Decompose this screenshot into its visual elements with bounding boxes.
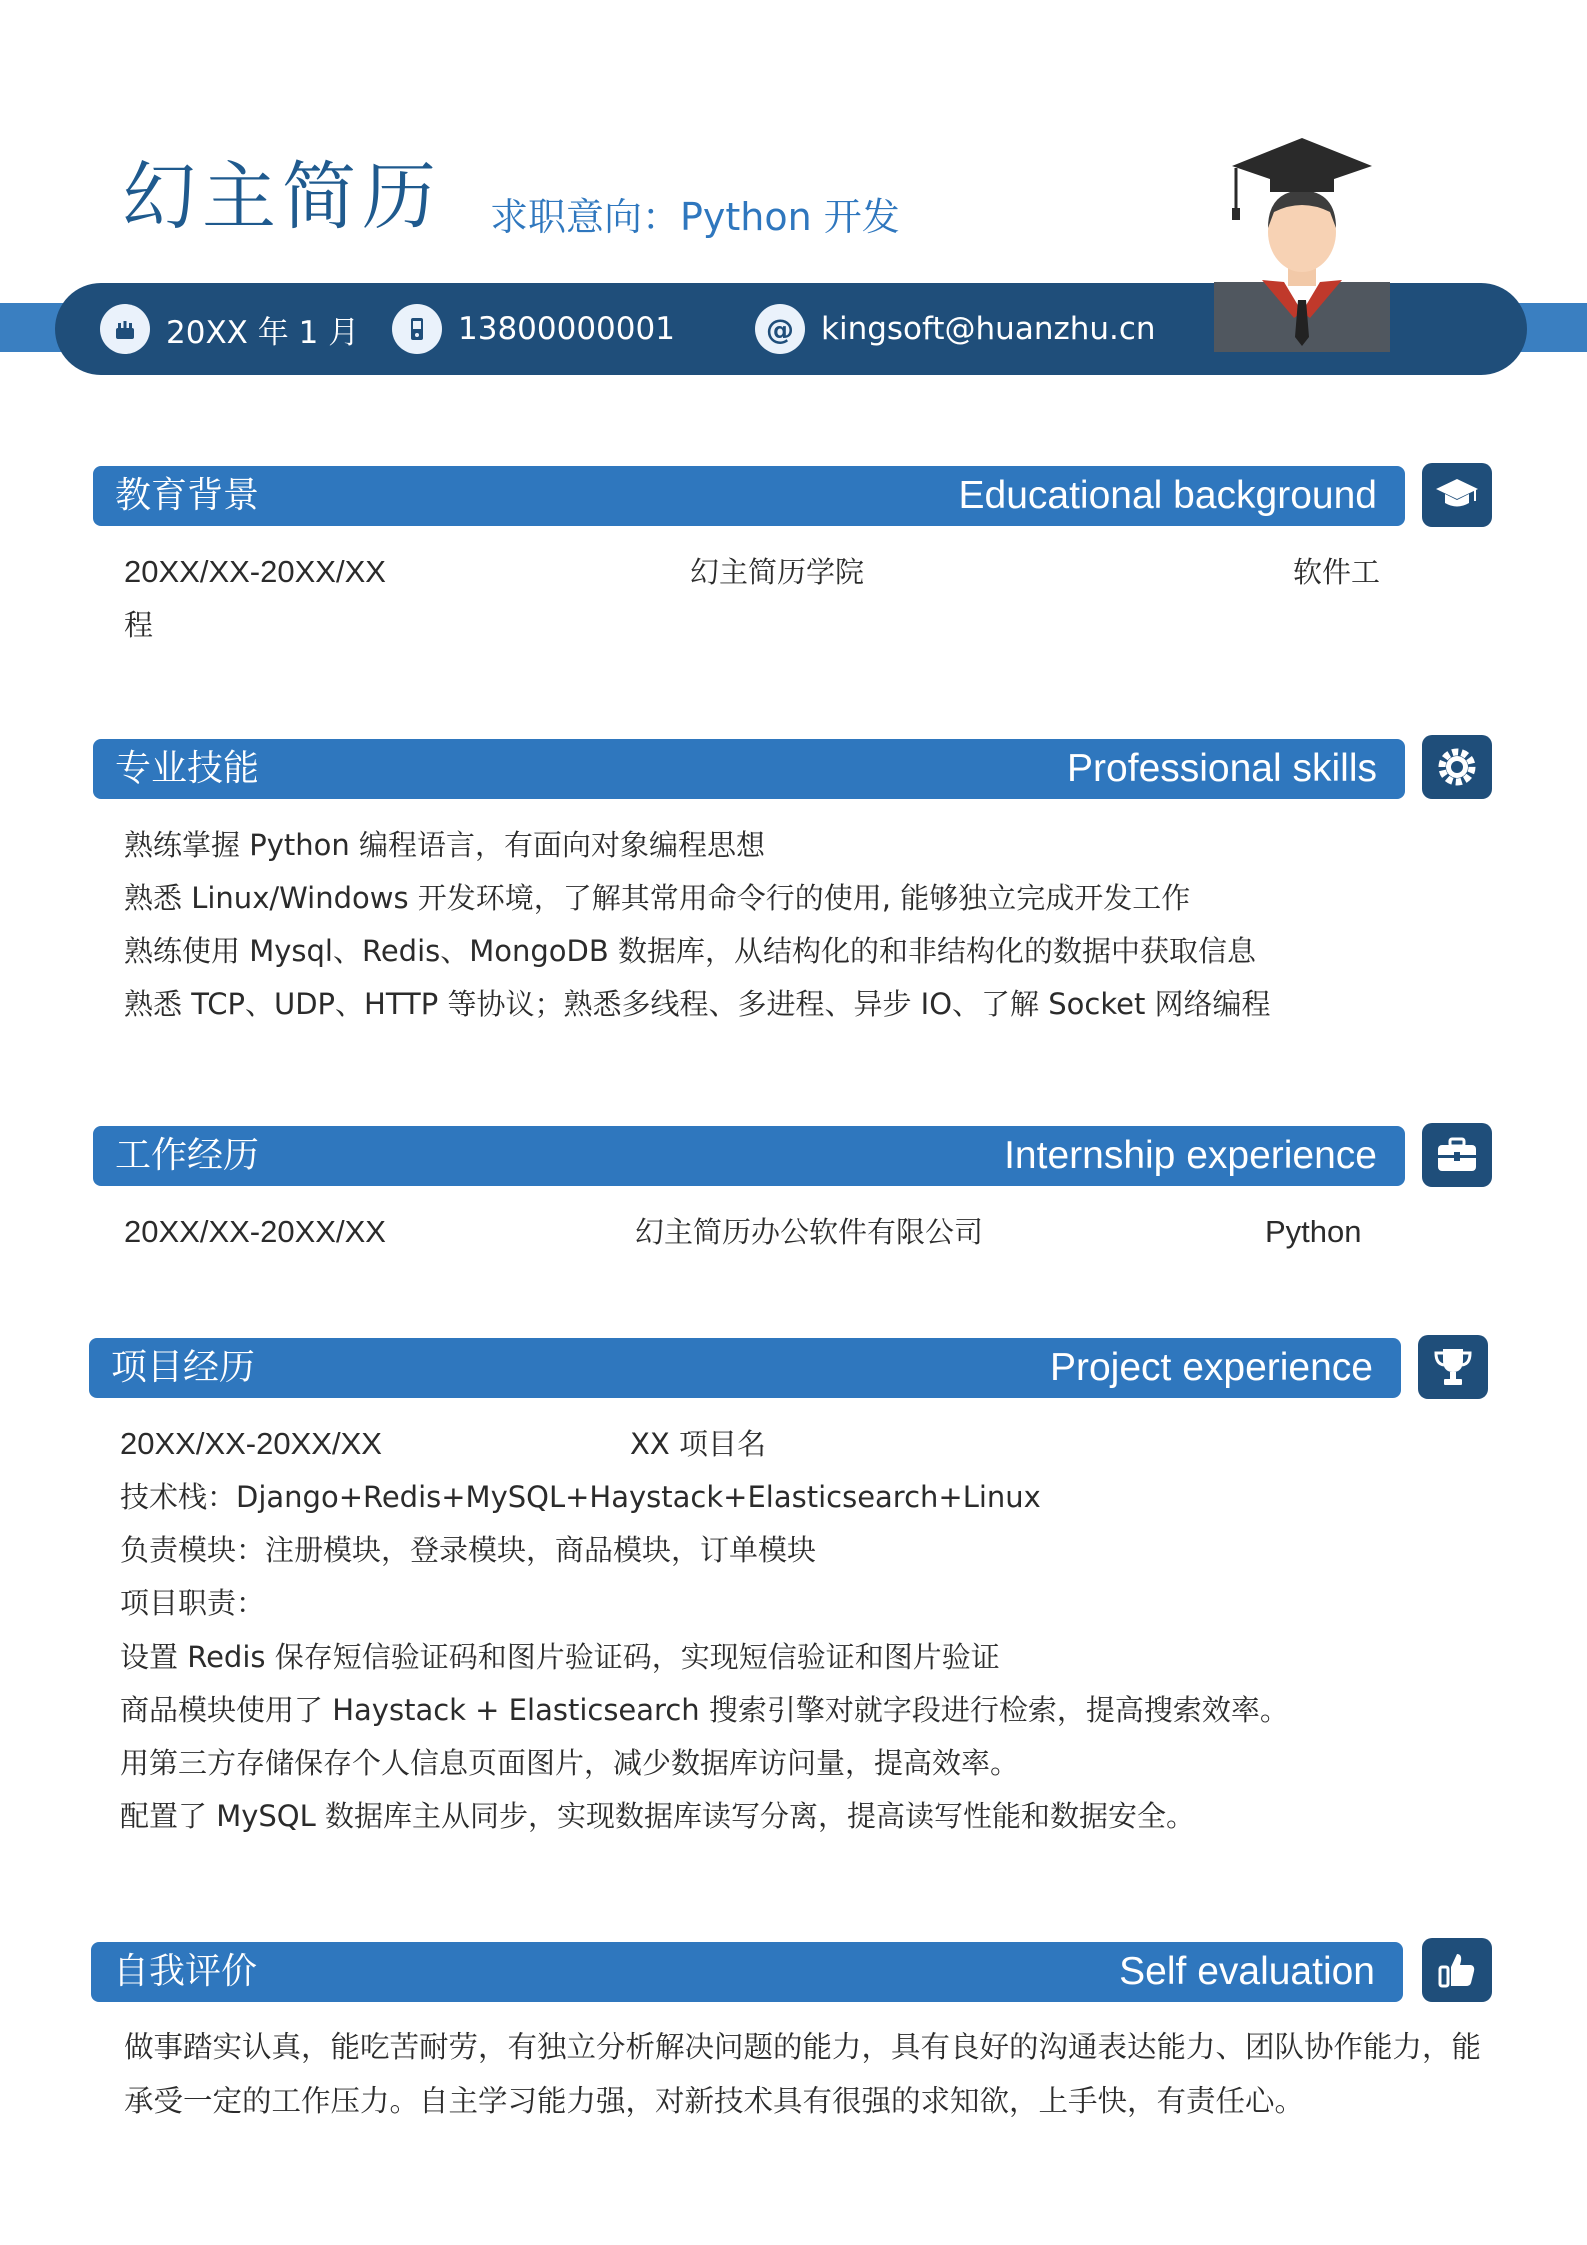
- graduation-cap-icon: [1422, 463, 1492, 527]
- section-title-cn: 教育背景: [115, 475, 260, 516]
- skill-item: 熟练使用 Mysql、Redis、MongoDB 数据库，从结构化的和非结构化的数据中获取信息: [124, 934, 1256, 968]
- self-eval-line: 做事踏实认真，能吃苦耐劳，有独立分析解决问题的能力，具有良好的沟通表达能力、团队协作能力，能: [124, 2030, 1482, 2064]
- job-intent: 求职意向：Python 开发: [490, 195, 900, 239]
- section-title-en: Educational background: [958, 474, 1377, 517]
- email-text[interactable]: kingsoft@huanzhu.cn: [821, 311, 1156, 347]
- project-line: 负责模块：注册模块，登录模块，商品模块，订单模块: [120, 1533, 817, 1567]
- section-title-en: Professional skills: [1067, 747, 1377, 790]
- skill-item: 熟悉 TCP、UDP、HTTP 等协议；熟悉多线程、多进程、异步 IO、了解 Socket 网络编程: [124, 987, 1271, 1021]
- section-title-cn: 自我评价: [113, 1951, 258, 1992]
- skill-item: 熟练掌握 Python 编程语言，有面向对象编程思想: [124, 828, 765, 862]
- section-skills-header: [93, 739, 1405, 799]
- project-line: 技术栈：Django+Redis+MySQL+Haystack+Elasticsearch+Linux: [120, 1480, 1041, 1514]
- project-line: 商品模块使用了 Haystack + Elasticsearch 搜索引擎对就字段进行检索，提高搜索效率。: [120, 1693, 1289, 1727]
- education-major-cont: 程: [124, 608, 154, 642]
- project-line: 设置 Redis 保存短信验证码和图片验证码，实现短信验证和图片验证: [120, 1640, 1000, 1674]
- project-line: 项目职责：: [120, 1586, 266, 1620]
- section-title-en: Project experience: [1049, 1346, 1373, 1389]
- briefcase-icon: [1422, 1123, 1492, 1187]
- section-title-cn: 工作经历: [115, 1135, 260, 1176]
- section-project-header: [89, 1338, 1401, 1398]
- section-work-header: [93, 1126, 1405, 1186]
- work-date: 20XX/XX-20XX/XX: [124, 1214, 386, 1249]
- project-line: 配置了 MySQL 数据库主从同步，实现数据库读写分离，提高读写性能和数据安全。: [120, 1799, 1196, 1833]
- skill-item: 熟悉 Linux/Windows 开发环境，了解其常用命令行的使用, 能够独立完成开发工作: [124, 881, 1191, 915]
- education-major: 软件工: [1293, 555, 1381, 589]
- birth-text: 20XX 年 1 月: [166, 314, 360, 351]
- work-role: Python: [1265, 1214, 1362, 1249]
- section-self-header: [91, 1942, 1403, 2002]
- phone-text[interactable]: 13800000001: [458, 311, 675, 347]
- resume-title: 幻主简历: [122, 154, 442, 240]
- thumbs-up-icon: [1422, 1938, 1492, 2002]
- gear-icon: [1422, 735, 1492, 799]
- avatar: [1212, 132, 1392, 352]
- section-title-en: Internship experience: [1004, 1134, 1377, 1177]
- section-title-cn: 项目经历: [111, 1347, 256, 1388]
- contact-phone: [392, 300, 675, 358]
- project-date: 20XX/XX-20XX/XX: [120, 1426, 382, 1461]
- project-name: XX 项目名: [630, 1427, 766, 1461]
- project-line: 用第三方存储保存个人信息页面图片，减少数据库访问量，提高效率。: [120, 1746, 1020, 1780]
- contact-email: [755, 300, 1156, 358]
- education-date: 20XX/XX-20XX/XX: [124, 554, 386, 589]
- section-education-header: [93, 466, 1405, 526]
- section-title-en: Self evaluation: [1119, 1950, 1375, 1993]
- education-school: 幻主简历学院: [690, 555, 865, 589]
- trophy-icon: [1418, 1335, 1488, 1399]
- self-eval-line: 承受一定的工作压力。自主学习能力强，对新技术具有很强的求知欲，上手快，有责任心。: [124, 2084, 1305, 2118]
- work-company: 幻主简历办公软件有限公司: [635, 1215, 984, 1249]
- cake-icon: [100, 304, 150, 354]
- contact-birth: [100, 300, 359, 358]
- at-icon: @: [755, 304, 805, 354]
- section-title-cn: 专业技能: [115, 748, 260, 789]
- phone-icon: [392, 304, 442, 354]
